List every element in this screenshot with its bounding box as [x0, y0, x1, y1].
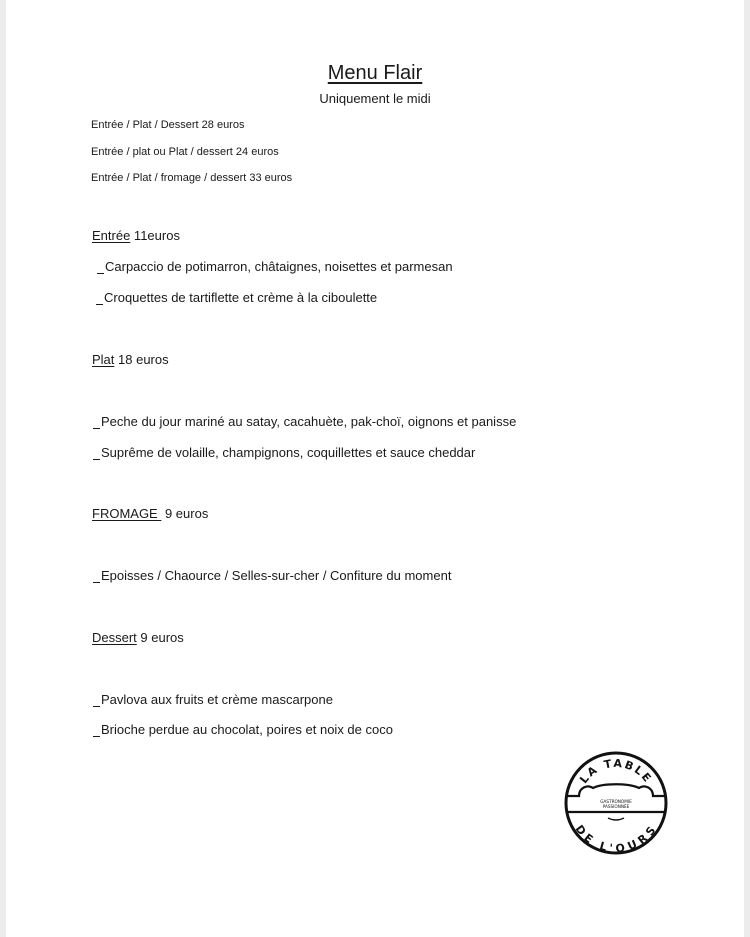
- section-heading-dessert: [92, 630, 184, 645]
- menu-title: Menu Flair: [327, 62, 423, 84]
- menu-item: [96, 259, 453, 274]
- section-label: FROMAGE: [92, 506, 162, 521]
- section-price: 18 euros: [114, 352, 169, 367]
- logo-center-text-2: PASSIONNÉE: [602, 804, 630, 809]
- section-price: 9 euros: [136, 630, 184, 645]
- section-label: Dessert: [92, 630, 137, 645]
- menu-item-text: Carpaccio de potimarron, châtaignes, noisettes et parmesan: [105, 259, 453, 274]
- section-price: 11euros: [130, 228, 180, 243]
- menu-item-text: Peche du jour mariné au satay, cacahuète, pak-choï, oignons et panisse: [101, 414, 517, 429]
- menu-item: [92, 722, 393, 737]
- page-edge-left: [0, 0, 6, 937]
- section-label: Entrée: [92, 228, 131, 243]
- formula-line: Entrée / Plat / Dessert 28 euros: [91, 119, 245, 131]
- menu-item-text: Croquettes de tartiflette et crème à la ciboulette: [104, 290, 378, 305]
- menu-item-text: Epoisses / Chaource / Selles-sur-cher / Confiture du moment: [101, 568, 452, 583]
- menu-item-text: Brioche perdue au chocolat, poires et noix de coco: [101, 722, 393, 737]
- page-edge-right: [744, 0, 750, 937]
- section-price: 9 euros: [161, 506, 209, 521]
- formula-line: Entrée / Plat / fromage / dessert 33 euros: [91, 172, 293, 184]
- section-heading-entree: [92, 228, 180, 243]
- menu-item: [92, 445, 475, 460]
- menu-item: [95, 290, 377, 305]
- section-heading-fromage: [92, 506, 208, 521]
- menu-item: [92, 568, 451, 583]
- section-heading-plat: [92, 352, 169, 367]
- menu-item-text: Suprême de volaille, champignons, coquillettes et sauce cheddar: [101, 445, 476, 460]
- formula-line: Entrée / plat ou Plat / dessert 24 euros: [91, 146, 279, 158]
- menu-item-text: Pavlova aux fruits et crème mascarpone: [101, 692, 333, 707]
- menu-subtitle: Uniquement le midi: [319, 91, 431, 106]
- restaurant-logo: [563, 750, 669, 856]
- menu-item: [92, 414, 516, 429]
- logo-center-text-1: GASTRONOMIE: [600, 799, 632, 804]
- logo-top-text: LA TABLE: [577, 756, 655, 786]
- section-label: Plat: [92, 352, 115, 367]
- logo-bottom-text: DE L'OURS: [572, 822, 660, 856]
- menu-item: [92, 692, 333, 707]
